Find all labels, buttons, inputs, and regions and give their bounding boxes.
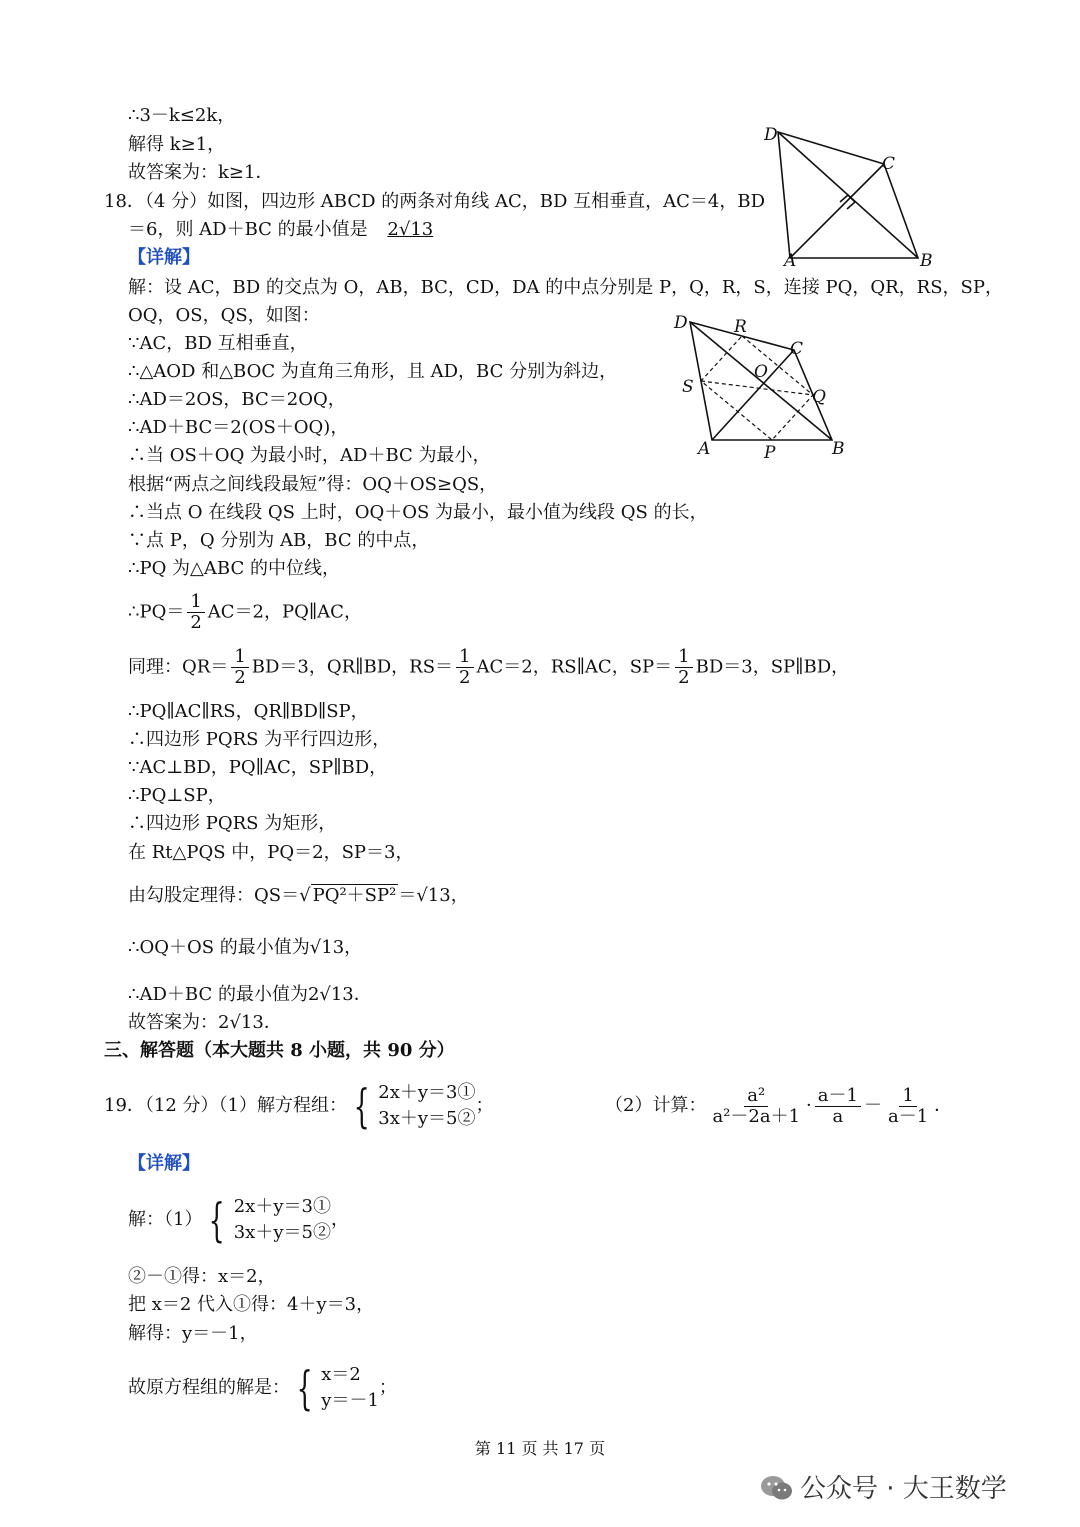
- equation: 3x＋y＝5②: [378, 1108, 476, 1129]
- fraction: $\frac{1}{a-1}$: [887, 1084, 929, 1127]
- text: AC＝2，RS∥AC，SP＝: [476, 656, 673, 678]
- label-s: S: [682, 377, 694, 397]
- text-line: ②－①得：x＝2，: [128, 1266, 276, 1287]
- label-b: B: [832, 439, 845, 459]
- answer-line: [128, 1360, 397, 1416]
- text-line: ∴四边形 PQRS 为矩形，: [128, 813, 337, 834]
- answer-line: [128, 1192, 349, 1248]
- text-line: ∵点 P，Q 分别为 AB，BC 的中点，: [128, 530, 430, 551]
- text-line: 解得：y＝－1，: [128, 1323, 258, 1344]
- label-r: R: [734, 317, 747, 337]
- text: 19．（12 分）（1）解方程组：: [104, 1095, 347, 1116]
- text-line: ∴当点 O 在线段 QS 上时，OQ＋OS 为最小，最小值为线段 QS 的长，: [128, 502, 708, 523]
- text-line: ∴AD＋BC 的最小值为2√13．: [128, 984, 372, 1005]
- equation-system: { x＝2 y＝－1: [296, 1361, 379, 1415]
- equation: 2x＋y＝3①: [233, 1196, 331, 1217]
- fraction: $\frac{a-1}{a}$: [815, 1086, 861, 1127]
- formula-line: [128, 592, 362, 633]
- equation: y＝－1: [321, 1390, 379, 1411]
- text: BD＝3，SP∥BD，: [695, 656, 850, 678]
- text: （2）计算：: [605, 1095, 707, 1116]
- question-18-cont: [128, 218, 447, 242]
- text: ·: [806, 1095, 812, 1116]
- text: ；: [475, 1095, 494, 1116]
- diagram-midpoints: [672, 310, 852, 460]
- text: AC＝2，PQ∥AC，: [207, 601, 362, 623]
- diagram-quadrilateral: [760, 122, 940, 272]
- text-line: ∴当 OS＋OQ 为最小时，AD＋BC 为最小，: [128, 445, 491, 466]
- question-19-part2: [605, 1078, 952, 1134]
- answer-blank: 2√13: [387, 219, 434, 240]
- text-line: ∴四边形 PQRS 为平行四边形，: [128, 729, 391, 750]
- text-line: OQ，OS，QS，如图：: [128, 305, 320, 326]
- label-d: D: [674, 313, 688, 333]
- fraction: $\frac{1}{2}$: [231, 647, 248, 688]
- equation: x＝2: [321, 1364, 361, 1385]
- fraction: $\frac{1}{2}$: [187, 592, 204, 633]
- formula-line: [128, 880, 469, 912]
- fraction: $\frac{1}{2}$: [456, 647, 473, 688]
- text: ∴PQ＝: [128, 601, 185, 623]
- equation-system: { 2x＋y＝3① 3x＋y＝5②: [353, 1079, 476, 1133]
- text: －: [863, 1095, 882, 1116]
- label-d: D: [764, 125, 778, 145]
- label-b: B: [920, 251, 933, 271]
- label-q: Q: [812, 387, 826, 407]
- text: 同理：QR＝: [128, 656, 229, 678]
- text-line: ∴PQ∥AC∥RS，QR∥BD∥SP，: [128, 701, 369, 722]
- text-line: 故答案为：2√13．: [128, 1012, 282, 1033]
- label-a: A: [698, 439, 711, 459]
- text: ；: [378, 1377, 397, 1398]
- equation: 2x＋y＝3①: [378, 1082, 476, 1103]
- text-line: 故答案为：k≥1．: [128, 162, 274, 183]
- watermark: [760, 1468, 1007, 1505]
- watermark-text: 公众号 · 大王数学: [800, 1474, 1007, 1504]
- equation: 3x＋y＝5②: [233, 1222, 331, 1243]
- text-line: ∴PQ⊥SP，: [128, 785, 226, 806]
- text-line: ∴PQ 为△ABC 的中位线，: [128, 558, 340, 579]
- text: 解：（1）: [128, 1209, 203, 1230]
- label-a: A: [784, 251, 797, 271]
- wechat-icon: [760, 1474, 794, 1502]
- label-c: C: [882, 154, 896, 174]
- text: 由勾股定理得：QS＝: [128, 885, 300, 906]
- formula-line: [128, 647, 849, 688]
- text-line: ∵AC⊥BD，PQ∥AC，SP∥BD，: [128, 757, 388, 778]
- text: ．: [934, 1095, 953, 1116]
- section-heading: 三、解答题（本大题共 8 小题，共 90 分）: [104, 1040, 455, 1061]
- detail-label: 【详解】: [128, 247, 200, 268]
- sqrt-radicand: PQ²＋SP²: [312, 885, 397, 906]
- text-line: ∴AD＝2OS，BC＝2OQ，: [128, 389, 346, 410]
- page-footer: 第 11 页 共 17 页: [474, 1439, 606, 1458]
- text: ，: [330, 1209, 349, 1230]
- label-p: P: [764, 443, 776, 460]
- text-line: 解得 k≥1，: [128, 134, 226, 155]
- text: ＝6，则 AD＋BC 的最小值是: [128, 219, 368, 240]
- fraction: $\frac{1}{2}$: [675, 647, 692, 688]
- text-line: ∴△AOD 和△BOC 为直角三角形，且 AD，BC 分别为斜边，: [128, 361, 618, 382]
- detail-label: 【详解】: [128, 1153, 200, 1174]
- fraction: $\frac{\text{a²}}{\text{a²－2a＋1}}$: [712, 1084, 801, 1127]
- label-o: O: [754, 362, 768, 382]
- text-line: ∴AD＋BC＝2(OS＋OQ)，: [128, 417, 349, 438]
- text-line: 在 Rt△PQS 中，PQ＝2，SP＝3，: [128, 842, 414, 863]
- label-c: C: [790, 339, 804, 359]
- text-line: ∴3－k≤2k，: [128, 105, 236, 126]
- text-line: ∵AC，BD 互相垂直，: [128, 333, 308, 354]
- equation-system: { 2x＋y＝3① 3x＋y＝5②: [209, 1193, 331, 1247]
- text: BD＝3，QR∥BD，RS＝: [251, 656, 454, 678]
- text: ＝√13，: [398, 885, 469, 906]
- question-18: 18．（4 分）如图，四边形 ABCD 的两条对角线 AC，BD 互相垂直，AC＝4，BD: [104, 191, 766, 212]
- text-line: 根据“两点之间线段最短”得：OQ＋OS≥QS，: [128, 474, 498, 495]
- text-line: ∴OQ＋OS 的最小值为√13，: [128, 937, 363, 958]
- sqrt-sign: √: [299, 885, 311, 906]
- text: 故原方程组的解是：: [128, 1377, 290, 1398]
- text-line: 解：设 AC，BD 的交点为 O，AB，BC，CD，DA 的中点分别是 P，Q，R，S，连接 PQ，QR，RS，SP，: [128, 277, 1003, 298]
- question-19: [104, 1078, 494, 1134]
- text-line: 把 x＝2 代入①得：4＋y＝3，: [128, 1294, 375, 1315]
